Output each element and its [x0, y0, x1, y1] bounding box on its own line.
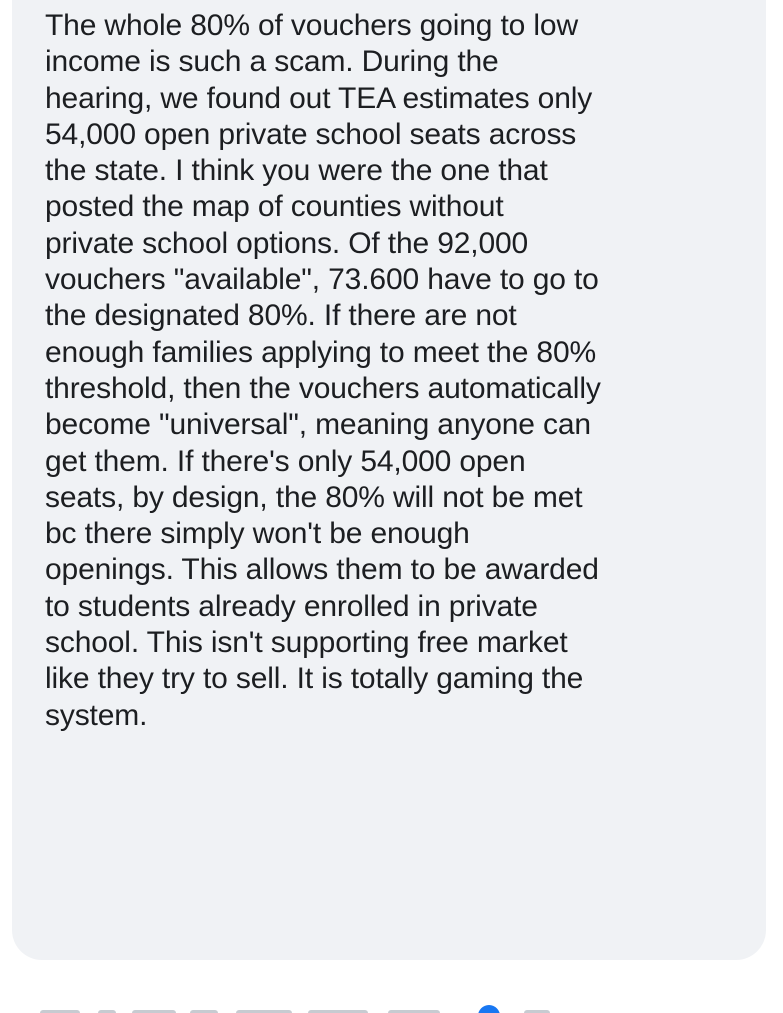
comment-text-line: 54,000 open private school seats across — [45, 117, 577, 151]
comment-text-line: system. — [45, 698, 148, 732]
comment-meta-row — [40, 1000, 740, 1013]
comment-text-line: seats, by design, the 80% will not be met — [45, 480, 583, 514]
comment-text-line: private school options. Of the 92,000 — [45, 226, 529, 260]
comment-text-line: become "universal", meaning anyone can — [45, 408, 591, 442]
comment-text-line: posted the map of counties without — [45, 190, 504, 224]
comment-text-line: openings. This allows them to be awarded — [45, 553, 599, 587]
comment-text-line: bc there simply won't be enough — [45, 517, 470, 551]
comment-text-line: get them. If there's only 54,000 open — [45, 444, 526, 478]
comment-text-line: The whole 80% of vouchers going to low — [45, 9, 578, 42]
comment-text — [45, 8, 755, 734]
comment-text-line: enough families applying to meet the 80% — [45, 335, 597, 369]
comment-text-line: vouchers "available", 73.600 have to go to — [45, 263, 599, 297]
comment-text-line: the state. I think you were the one that — [45, 154, 548, 188]
comment-text-line: to students already enrolled in private — [45, 589, 538, 623]
comment-text-line: income is such a scam. During the — [45, 45, 499, 79]
comment-text-line: school. This isn't supporting free market — [45, 626, 568, 660]
comment-text-line: the designated 80%. If there are not — [45, 299, 517, 333]
comment-text-line: threshold, then the vouchers automatically — [45, 371, 601, 405]
verified-badge-icon — [478, 1005, 500, 1013]
comment-text-line: like they try to sell. It is totally gaming the — [45, 662, 584, 696]
comment-text-line: hearing, we found out TEA estimates only — [45, 81, 593, 115]
